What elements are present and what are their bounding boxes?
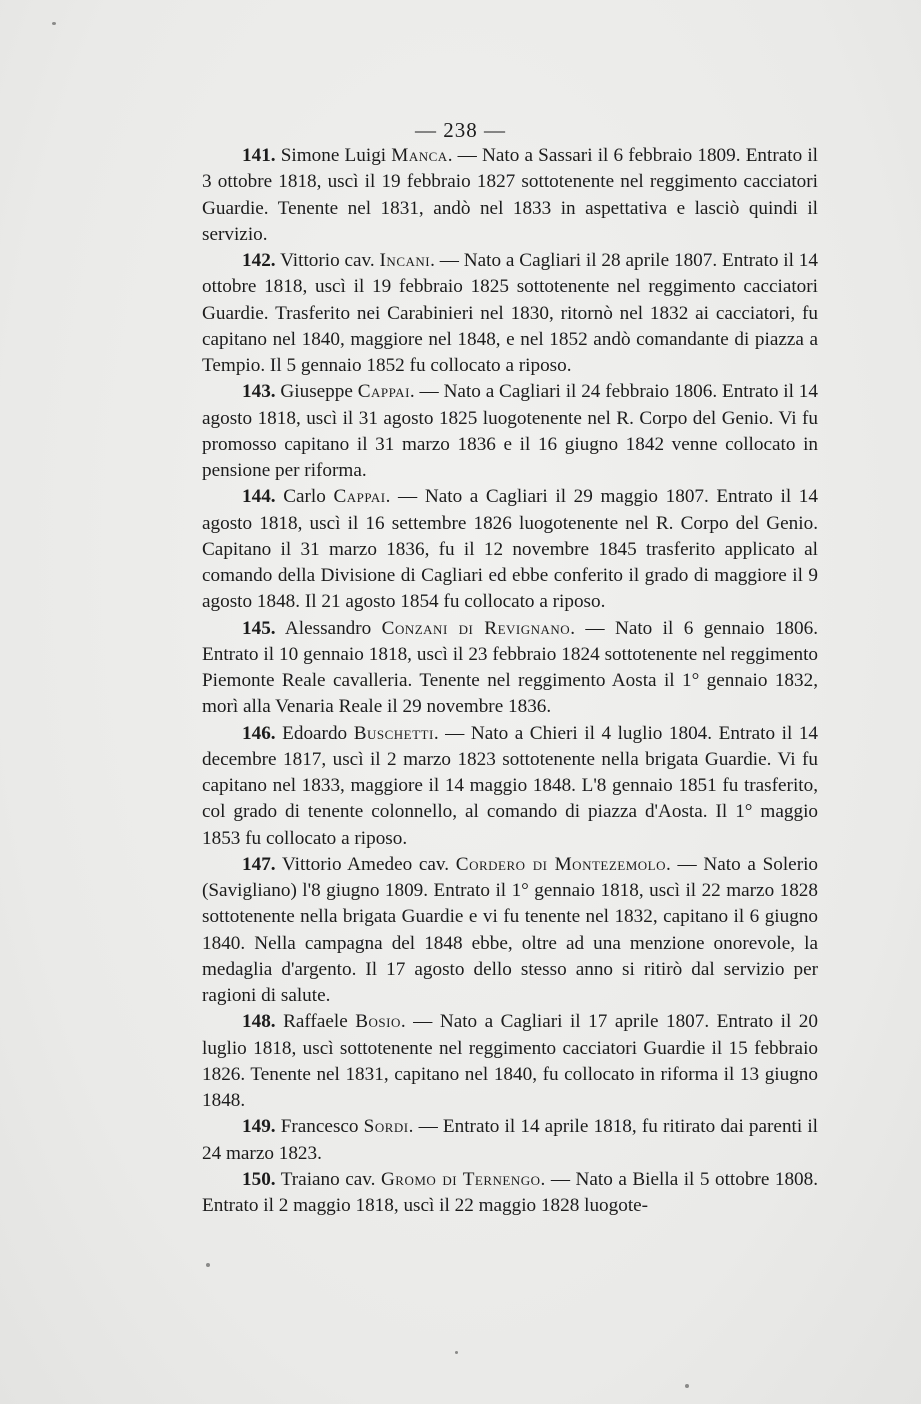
entry-given-name: Vittorio cav.: [280, 250, 375, 271]
entry-number: 142.: [242, 250, 276, 271]
entry-given-name: Vittorio Amedeo cav.: [281, 853, 450, 875]
entry-number: 150.: [242, 1168, 276, 1190]
paper-speck: [685, 1384, 689, 1388]
entry-surname: Gromo di Ternengo: [380, 1168, 541, 1190]
entry-body: . — Nato a Cagliari il 24 febbraio 1806. Entrato il 14 agosto 1818, uscì il 31 agosto 1825 luogotenente nel R. Corpo del Genio. Vi fu promosso capitano il 31 marzo 1836 e il 16 giugno 1842 venne collocato in pensione per riforma.: [202, 381, 818, 481]
entry-150: [202, 1167, 818, 1220]
entry-body: . — Nato il 6 gennaio 1806. Entrato il 10 gennaio 1818, uscì il 23 febbraio 1824 sottotenente nel reggimento Piemonte Reale cavalleria. Tenente nel reggimento Aosta il 1° gennaio 1832, morì alla Venaria Reale il 29 novembre 1836.: [202, 617, 818, 718]
entry-given-name: Traiano cav.: [280, 1168, 376, 1190]
entry-surname: Cordero di Montezemolo: [455, 853, 666, 875]
entry-147: [202, 852, 818, 1010]
entry-number: 143.: [242, 381, 276, 403]
entry-given-name: Raffaele: [283, 1011, 348, 1033]
entry-body: . — Nato a Sassari il 6 febbraio 1809. Entrato il 3 ottobre 1818, uscì il 19 febbraio 1827 sottotenente nel reggimento cacciatori Guardie. Tenente nel 1831, andò nel 1833 in aspettativa e lasciò quindi il servizio.: [202, 145, 819, 245]
entry-number: 144.: [242, 486, 276, 508]
entry-141: [202, 143, 818, 248]
entry-given-name: Simone Luigi: [280, 145, 387, 166]
entry-number: 147.: [242, 853, 276, 875]
entry-144: [202, 484, 818, 615]
entry-143: [202, 379, 818, 484]
entry-body: . — Nato a Chieri il 4 luglio 1804. Entrato il 14 decembre 1817, uscì il 2 marzo 1823 sottotenente nella brigata Guardie. Vi fu capitano nel 1833, maggiore il 14 maggio 1848. L'8 gennaio 1851 fu trasferito, col grado di tenente colonnello, al comando di piazza d'Aosta. Il 1° maggio 1853 fu collocato a riposo.: [202, 722, 819, 849]
page-number: — 238 —: [415, 118, 506, 142]
paper-speck: [206, 1263, 210, 1267]
entry-surname: Cappai: [333, 486, 386, 508]
entry-given-name: Alessandro: [284, 617, 372, 639]
entry-number: 141.: [242, 145, 276, 166]
paper-speck: [455, 1351, 458, 1354]
entry-body: . — Nato a Solerio (Savigliano) l'8 giugno 1809. Entrato il 1° gennaio 1818, uscì il 22 marzo 1828 sottotenente nella brigata Guardie e vi fu tenente nel 1832, capitano il 6 giugno 1840. Nella campagna del 1848 ebbe, oltre ad una menzione onorevole, la medaglia d'argento. Il 17 agosto dello stesso anno si ritirò dal servizio per ragioni di salute.: [202, 853, 819, 1006]
entry-surname: Sordi: [363, 1116, 409, 1138]
entries-list: [202, 143, 818, 1219]
entry-surname: Buschetti: [353, 722, 434, 744]
entry-142: [202, 248, 818, 379]
entry-surname: Conzani di Revignano: [381, 617, 571, 639]
entry-body: . — Nato a Cagliari il 29 maggio 1807. Entrato il 14 agosto 1818, uscì il 16 settembre 1826 luogotenente nel R. Corpo del Genio. Capitano il 31 marzo 1836, fu il 12 novembre 1845 trasferito applicato al comando della Divisione di Cagliari ed ebbe conferito il grado di maggiore il 9 agosto 1848. Il 21 agosto 1854 fu collocato a riposo.: [202, 486, 818, 613]
entry-145: [202, 616, 818, 721]
entry-body: . — Entrato il 14 aprile 1818, fu ritirato dai parenti il 24 marzo 1823.: [202, 1116, 819, 1164]
entry-149: [202, 1114, 818, 1167]
paper-speck: [52, 22, 56, 25]
entry-body: . — Nato a Cagliari il 17 aprile 1807. Entrato il 20 luglio 1818, uscì sottotenente nel reggimento cacciatori Guardie il 15 febbraio 1826. Tenente nel 1831, capitano nel 1840, fu collocato in riforma il 13 giugno 1848.: [202, 1011, 818, 1111]
entry-body: . — Nato a Cagliari il 28 aprile 1807. Entrato il 14 ottobre 1818, uscì il 19 febbraio 1825 sottotenente nel reggimento cacciatori Guardie. Trasferito nei Carabinieri nel 1830, ritornò nel 1832 ai cacciatori, fu capitano nel 1840, maggiore nel 1848, e nel 1852 andò comandante di piazza a Tempio. Il 5 gennaio 1852 fu collocato a riposo.: [202, 250, 818, 376]
entry-number: 145.: [242, 617, 276, 639]
entry-number: 148.: [242, 1011, 276, 1033]
entry-given-name: Giuseppe: [280, 381, 353, 403]
entry-number: 146.: [242, 722, 276, 744]
entry-148: [202, 1009, 818, 1114]
entry-surname: Manca: [391, 145, 448, 166]
entry-146: [202, 721, 818, 852]
entry-surname: Cappai: [357, 381, 410, 403]
entry-given-name: Francesco: [280, 1116, 359, 1138]
entry-surname: Incani: [379, 250, 431, 271]
entry-given-name: Edoardo: [282, 722, 348, 744]
entry-body: . — Nato a Biella il 5 ottobre 1808. Entrato il 2 maggio 1818, uscì il 22 maggio 1828 luogote-: [202, 1168, 819, 1216]
entry-number: 149.: [242, 1116, 276, 1138]
entry-surname: Bosio: [355, 1011, 401, 1033]
entry-given-name: Carlo: [283, 486, 326, 508]
